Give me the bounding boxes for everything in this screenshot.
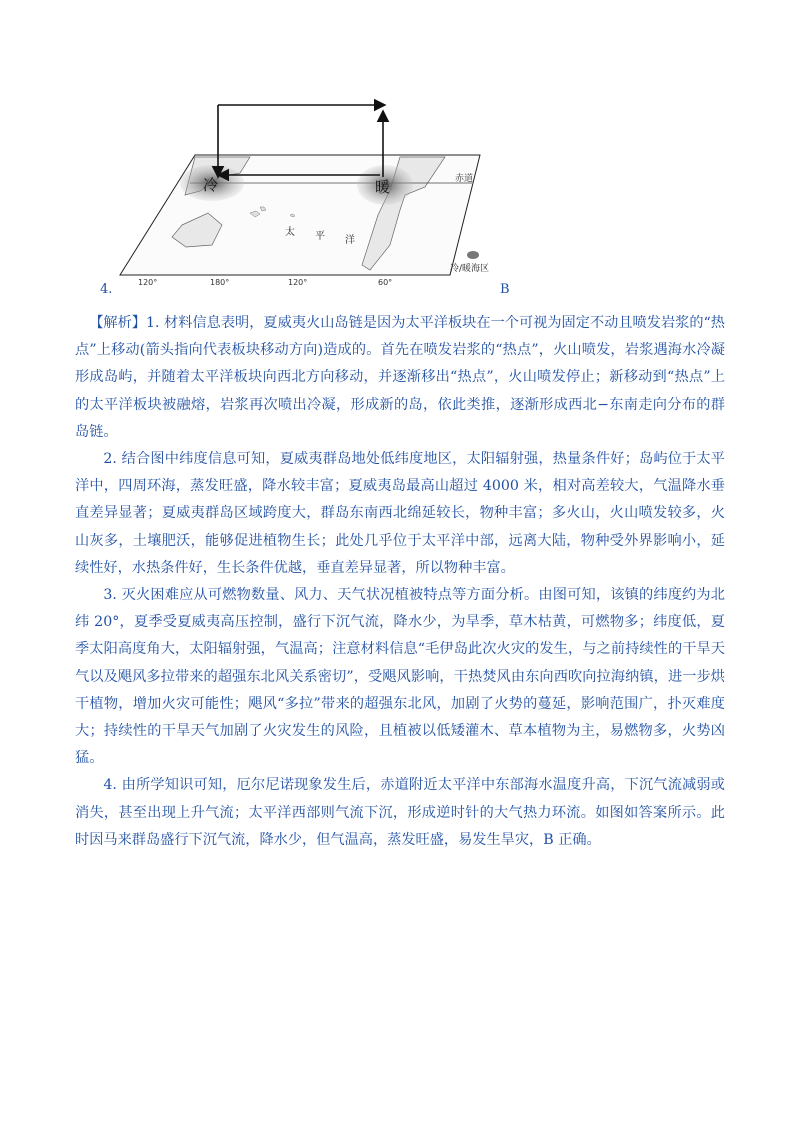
legend-label: 冷/暖海区	[450, 264, 490, 274]
analysis-paragraph-4: 4. 由所学知识可知，厄尔尼诺现象发生后，赤道附近太平洋中东部海水温度升高，下沉气流减弱或消失，甚至出现上升气流；太平洋西部则气流下沉，形成逆时针的大气热力环流。如图如答案所示。此时因马来群岛盛行下沉气流，降水少，但气温高，蒸发旺盛，易发生旱灾，B 正确。	[75, 777, 725, 848]
analysis-tag: 【解析】	[89, 315, 146, 331]
lon-tick-3: 120°	[288, 278, 308, 287]
legend-swatch	[467, 251, 479, 259]
label-ocean-1: 太	[285, 227, 295, 238]
walker-circulation-figure	[100, 95, 520, 300]
label-equator: 赤道	[455, 174, 474, 184]
analysis-section	[75, 310, 725, 854]
label-warm: 暖	[375, 178, 391, 196]
label-cold: 冷	[203, 176, 219, 194]
label-ocean-2: 平	[315, 231, 325, 242]
question-number: 4.	[100, 282, 113, 297]
analysis-paragraph-2: 2. 结合图中纬度信息可知，夏威夷群岛地处低纬度地区，太阳辐射强，热量条件好；岛屿位于太平洋中，四周环海，蒸发旺盛，降水较丰富；夏威夷岛最高山超过 4000 米，相对高差较大，气温降水垂直差异显著；夏威夷群岛区域跨度大，群岛东南西北绵延较长，物种丰富；多火山，火山喷发较多，火山灰多，土壤肥沃，能够促进植物生长；此处几乎位于太平洋中部，远离大陆，物种受外界影响小，延续性好，水热条件好，生长条件优越，垂直差异显著，所以物种丰富。	[75, 451, 725, 576]
lon-tick-4: 60°	[378, 278, 393, 287]
lon-tick-2: 180°	[210, 278, 230, 287]
label-ocean-3: 洋	[345, 235, 355, 246]
answer-choice: B	[500, 282, 510, 297]
analysis-p1-text: 1. 材料信息表明，夏威夷火山岛链是因为太平洋板块在一个可视为固定不动且喷发岩浆的“热点”上移动(箭头指向代表板块移动方向)造成的。首先在喷发岩浆的“热点”，火山喷发，岩浆遇海水冷凝形成岛屿，并随着太平洋板块向西北方向移动，并逐渐移出“热点”，火山喷发停止；新移动到“热点”上的太平洋板块被融熔，岩浆再次喷出冷凝，形成新的岛，依此类推，逐渐形成西北−东南走向分布的群岛链。	[75, 315, 725, 440]
analysis-paragraph-3: 3. 灭火困难应从可燃物数量、风力、天气状况植被特点等方面分析。由图可知，该镇的纬度约为北纬 20°，夏季受夏威夷高压控制，盛行下沉气流，降水少，为旱季，草木枯黄，可燃物多；纬度低，夏季太阳高度角大，太阳辐射强，气温高；注意材料信息“毛伊岛此次火灾的发生，与之前持续性的干旱天气以及飓风多拉带来的超强东北风关系密切”，受飓风影响，干热焚风由东向西吹向拉海纳镇，进一步烘干植物，增加火灾可能性；飓风“多拉”带来的超强东北风，加剧了火势的蔓延，影响范围广，扑灭难度大；持续性的干旱天气加剧了火灾发生的风险，且植被以低矮灌木、草本植物为主，易燃物多，火势凶猛。	[75, 587, 725, 767]
map-svg	[100, 95, 520, 300]
lon-tick-1: 120°	[138, 278, 158, 287]
analysis-paragraph-1	[75, 310, 725, 446]
